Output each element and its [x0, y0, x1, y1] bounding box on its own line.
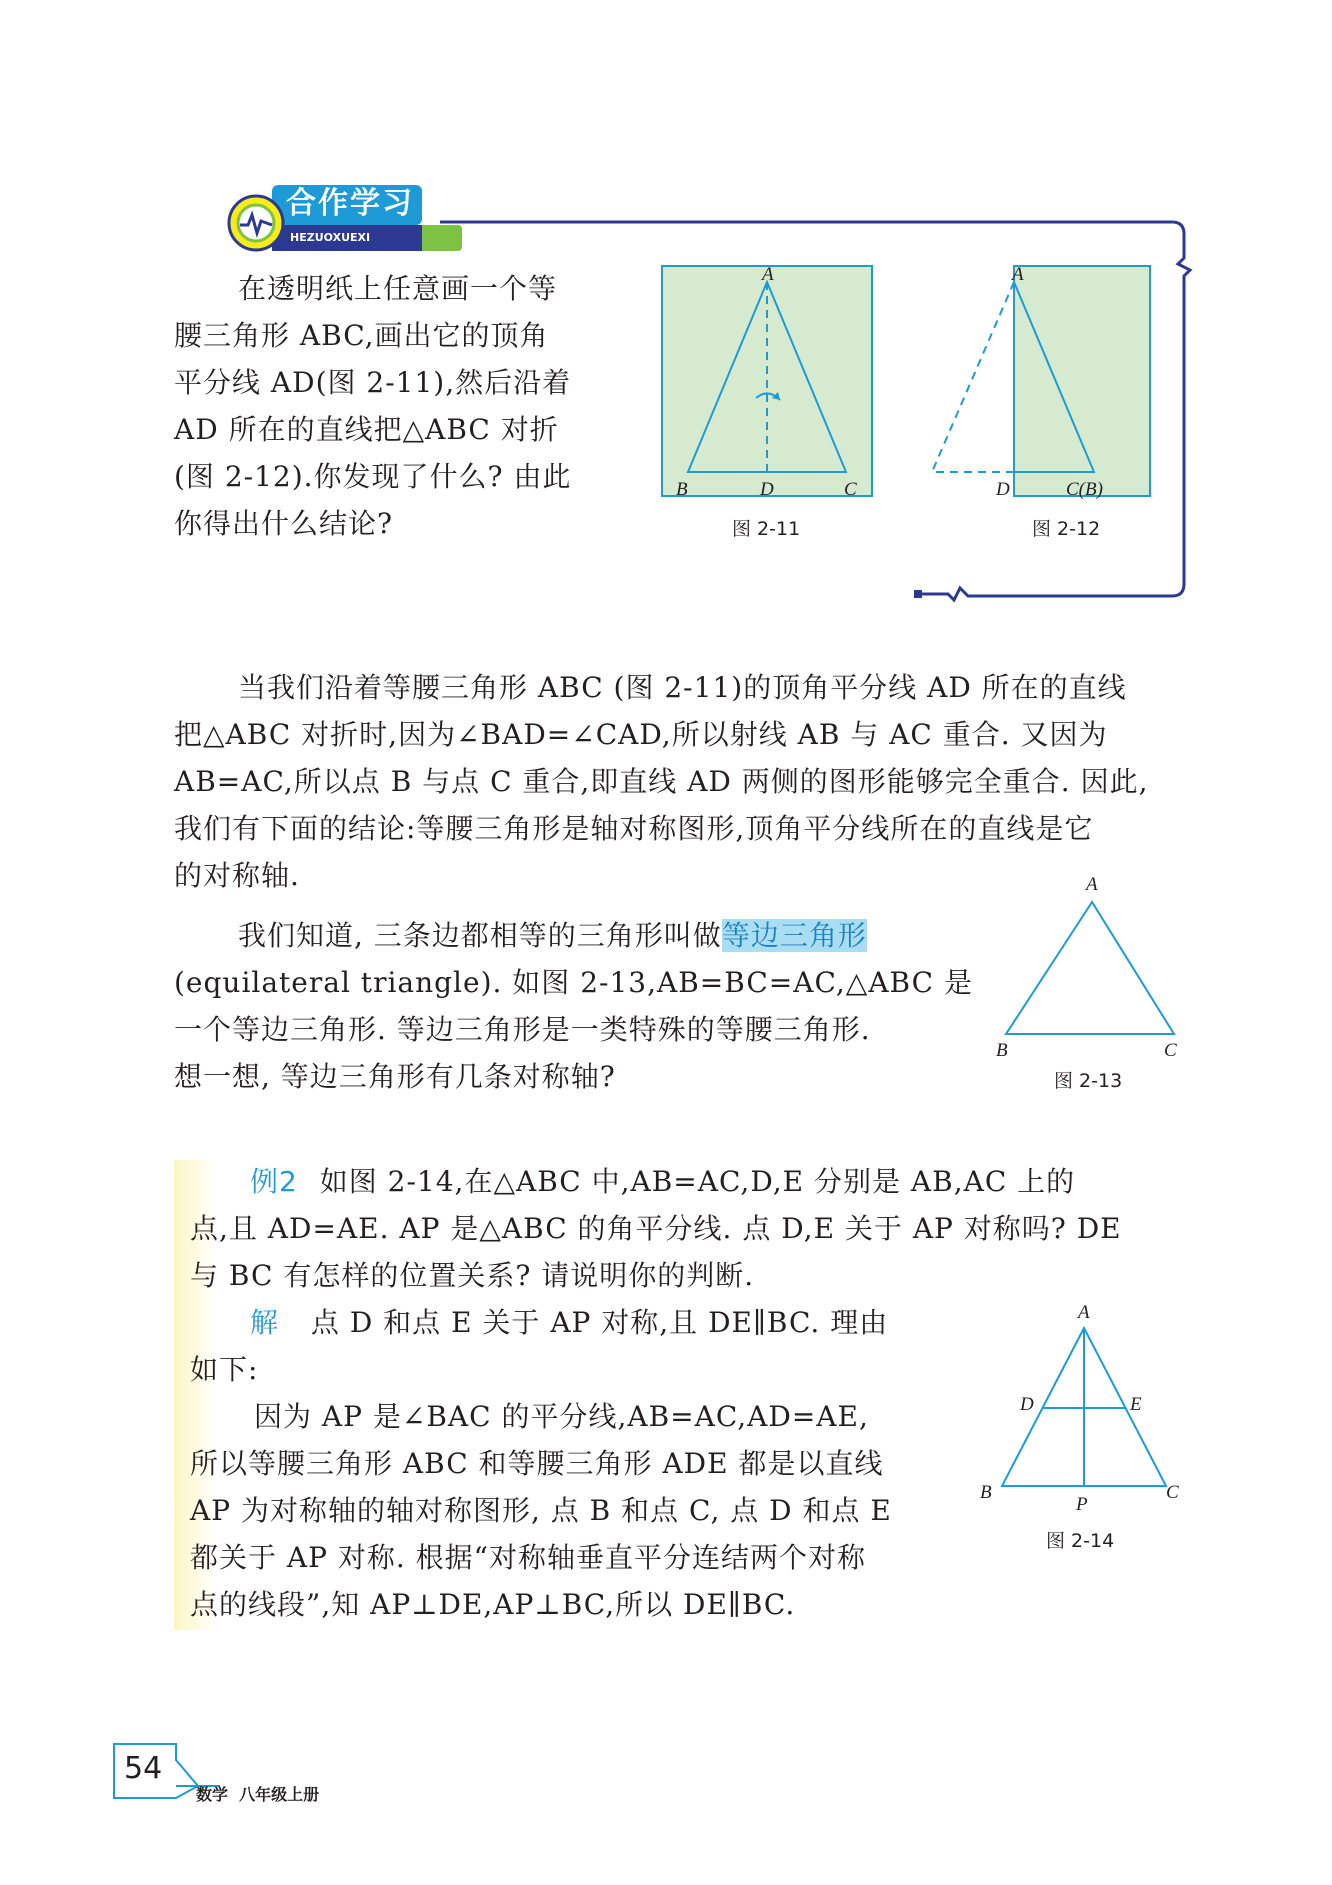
label-d: D [996, 479, 1010, 500]
caption-2-12: 图 2-12 [1032, 518, 1101, 540]
activity-line: AD 所在的直线把△ABC 对折 [174, 413, 559, 446]
example-text: 如图 2-14,在△ABC 中,AB=AC,D,E 分别是 AB,AC 上的 [319, 1165, 1076, 1198]
activity-text [174, 265, 571, 547]
para2-line: (equilateral triangle). 如图 2-13,AB=BC=AC,△ABC 是 [174, 966, 973, 999]
solution-line: 因为 AP 是∠BAC 的平分线,AB=AC,AD=AE, [254, 1400, 869, 1433]
label-p: P [1076, 1494, 1088, 1515]
activity-line: 平分线 AD(图 2-11),然后沿着 [174, 366, 572, 399]
label-a: A [1012, 264, 1024, 285]
activity-line: (图 2-12).你发现了什么? 由此 [174, 460, 572, 493]
example-line: 与 BC 有怎样的位置关系? 请说明你的判断. [190, 1259, 755, 1292]
label-cb: C(B) [1066, 479, 1103, 500]
paragraph-1 [174, 664, 1148, 899]
solution-line: 如下: [190, 1353, 259, 1386]
activity-line: 你得出什么结论? [174, 507, 394, 540]
label-c: C [1166, 1482, 1179, 1503]
label-a: A [762, 264, 774, 285]
solution-line: AP 为对称轴的轴对称图形, 点 B 和点 C, 点 D 和点 E [190, 1494, 892, 1527]
para2-line: 一个等边三角形. 等边三角形是一类特殊的等腰三角形. [174, 1013, 871, 1046]
example-label: 例2 [250, 1165, 298, 1198]
solution-line: 都关于 AP 对称. 根据“对称轴垂直平分连结两个对称 [190, 1541, 866, 1574]
para1-line: 把△ABC 对折时,因为∠BAD=∠CAD,所以射线 AB 与 AC 重合. 又因为 [174, 718, 1108, 751]
label-e: E [1130, 1394, 1142, 1415]
para1-line: 的对称轴. [174, 859, 300, 892]
label-d: D [1020, 1394, 1034, 1415]
figure-2-12 [930, 264, 1170, 500]
figure-2-11 [660, 264, 880, 500]
para1-line: 当我们沿着等腰三角形 ABC (图 2-11)的顶角平分线 AD 所在的直线 [238, 671, 1127, 704]
activity-line: 腰三角形 ABC,画出它的顶角 [174, 319, 549, 352]
solution-text: 点 D 和点 E 关于 AP 对称,且 DE∥BC. 理由 [310, 1306, 889, 1339]
header-subtitle: HEZUOXUEXI [290, 231, 371, 244]
para1-line: 我们有下面的结论:等腰三角形是轴对称图形,顶角平分线所在的直线是它 [174, 812, 1094, 845]
activity-line: 在透明纸上任意画一个等 [238, 272, 558, 305]
solution-line: 点的线段”,知 AP⊥DE,AP⊥BC,所以 DE∥BC. [190, 1588, 796, 1621]
para2-line-1 [174, 912, 973, 959]
example-line: 点,且 AD=AE. AP 是△ABC 的角平分线. 点 D,E 关于 AP 对称吗? DE [190, 1212, 1122, 1245]
label-c: C [1164, 1040, 1177, 1061]
para2-line: 想一想, 等边三角形有几条对称轴? [174, 1060, 616, 1093]
label-b: B [996, 1040, 1008, 1061]
para1-line: AB=AC,所以点 B 与点 C 重合,即直线 AD 两侧的图形能够完全重合. 因此, [174, 765, 1149, 798]
label-b: B [980, 1482, 992, 1503]
solution-line: 所以等腰三角形 ABC 和等腰三角形 ADE 都是以直线 [190, 1447, 884, 1480]
page-number: 54 [124, 1751, 163, 1786]
caption-2-14: 图 2-14 [1046, 1530, 1115, 1552]
caption-2-11: 图 2-11 [732, 518, 801, 540]
label-c: C [844, 479, 857, 500]
paragraph-2 [174, 912, 973, 1100]
term-equilateral-triangle: 等边三角形 [721, 919, 867, 952]
header-title: 合作学习 [286, 186, 414, 221]
equilateral-triangle [1006, 902, 1174, 1034]
label-d: D [760, 479, 774, 500]
figure-2-14 [976, 1300, 1179, 1515]
caption-2-13: 图 2-13 [1054, 1070, 1123, 1092]
example-line-1 [190, 1158, 1122, 1205]
paper-rect [1014, 266, 1150, 496]
label-b: B [676, 479, 688, 500]
para2-prefix: 我们知道, 三条边都相等的三角形叫做 [238, 919, 722, 952]
solution-label: 解 [250, 1306, 280, 1339]
label-a: A [1086, 874, 1098, 895]
book-title: 数学 八年级上册 [196, 1785, 320, 1804]
figure-2-13 [996, 870, 1196, 1060]
label-a: A [1078, 1302, 1090, 1323]
